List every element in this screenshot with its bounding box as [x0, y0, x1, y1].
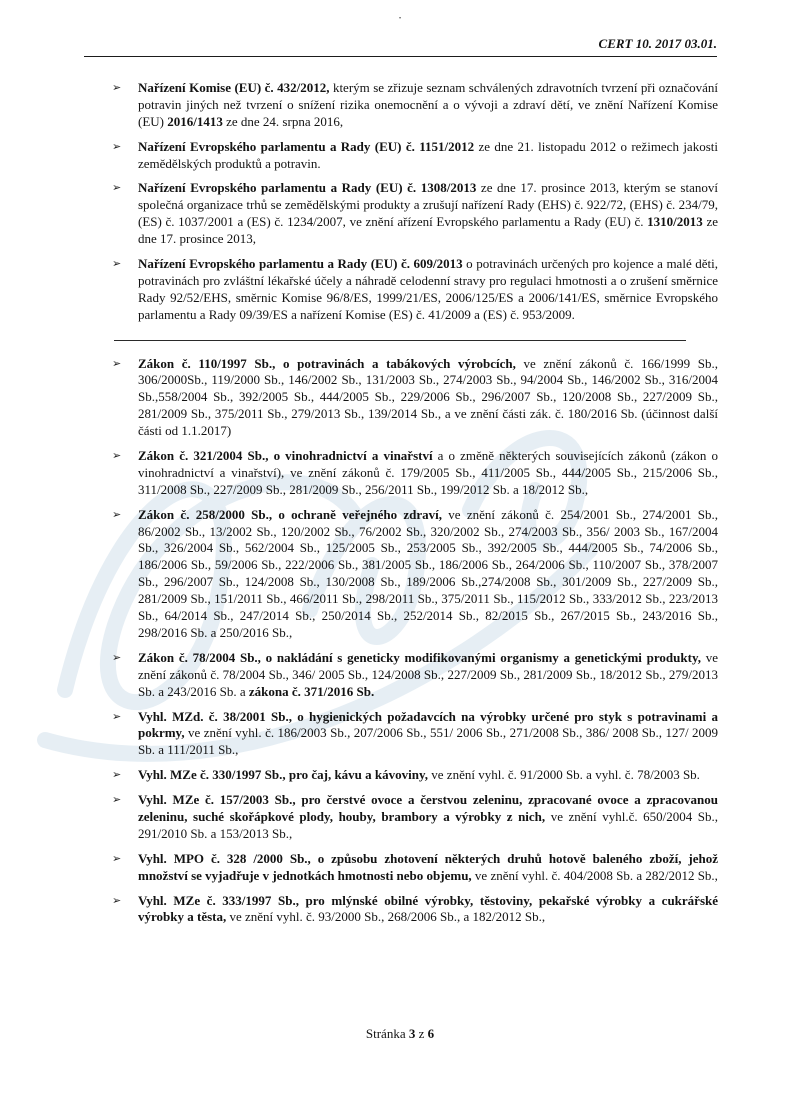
list-item — [100, 256, 718, 324]
item-text — [138, 80, 718, 129]
item-text — [138, 650, 718, 699]
text-run-bold: 2016/1413 — [167, 113, 223, 129]
text-run: ze dne 21. listopadu 2012 o režimech jakosti zemědělských produktů a potravin. — [138, 138, 718, 171]
bullet-arrow-icon: ➢ — [112, 508, 122, 521]
bullet-arrow-icon: ➢ — [112, 140, 122, 153]
text-run: ve znění vyhl. č. 93/2000 Sb., 268/2006 Sb., a 182/2012 Sb., — [226, 909, 546, 925]
bullet-arrow-icon: ➢ — [112, 794, 122, 807]
item-text — [138, 139, 718, 171]
list-item — [100, 851, 718, 885]
text-run-bold: Vyhl. MZd. č. 38/2001 Sb., o hygienických požadavcích na výrobky určené pro styk s potravinami a pokrmy, — [138, 708, 718, 741]
text-run: ze dne 17. prosince 2013, — [138, 214, 718, 247]
text-run: o potravinách určených pro kojence a malé děti, potravinách pro zvláštní lékařské účely a náhradě celodenní stravy pro regulaci hmotnosti a o zrušení směrnice Rady 92/52/EHS, směrnic Komise 96/8/ES, 1999/21/ES, 2006/125/ES a 2006/141/ES, směrnice Evropského parlamentu a Rady 09/39/ES a nařízení Komise (ES) č. 41/2009 a (ES) č. 953/2009. — [138, 256, 718, 322]
bullet-arrow-icon: ➢ — [112, 852, 122, 865]
text-run-bold: Vyhl. MZe č. 330/1997 Sb., pro čaj, kávu a kávoviny, — [138, 767, 429, 783]
text-run-bold: Nařízení Komise (EU) č. 432/2012, — [138, 80, 330, 95]
text-run: ve znění zákonů č. 254/2001 Sb., 274/2001 Sb., 86/2002 Sb., 13/2002 Sb., 120/2002 Sb., 76/2002 Sb., 320/2002 Sb., 274/2003 Sb., 356/ 2003 Sb., 167/2004 Sb., 326/2004 Sb., 562/2004 Sb., 125/2005 Sb., 253/2005 Sb., 392/2005 Sb., 444/2005 Sb., 74/2006 Sb., 186/2006 Sb., 59/2006 Sb., 222/2006 Sb., 381/2005 Sb., 186/2006 Sb., 264/2006 Sb., 110/2007 Sb., 378/2007 Sb., 296/2007 Sb., 124/2008 Sb., 130/2008 Sb., 189/2006 Sb.,274/2008 Sb., 301/2009 Sb., 227/2009 Sb., 281/2009 Sb., 151/2011 Sb., 466/2011 Sb., 298/2011 Sb., 375/2011 Sb., 115/2012 Sb., 333/2012 Sb., 223/2013 Sb., 64/2014 Sb., 247/2014 Sb., 250/2014 Sb., 252/2014 Sb., 82/2015 Sb., 267/2015 Sb., 243/2016 Sb., 298/2016 Sb. a 250/2016 Sb., — [138, 506, 718, 640]
regulation-list-national — [100, 356, 718, 927]
text-run: ve znění zákonů č. 166/1999 Sb., 306/2000Sb., 119/2000 Sb., 146/2002 Sb., 131/2003 Sb., 274/2003 Sb., 94/2004 Sb., 146/2002 Sb., 316/2004 Sb.,558/2004 Sb., 392/2005 Sb., 444/2005 Sb., 229/2006 Sb., 296/2007 Sb., 120/2008 Sb., 227/2009 Sb., 281/2009 Sb., 375/2011 Sb., 279/2013 Sb., 139/2014 Sb., a ve znění části zák. č. 180/2016 Sb. (účinnost další části od 1.1.2017) — [138, 355, 718, 439]
text-run-bold: 1310/2013 — [647, 214, 703, 230]
bullet-arrow-icon: ➢ — [112, 258, 122, 271]
document-body — [100, 80, 718, 934]
item-text — [138, 448, 718, 497]
text-run: ve znění vyhl. č. 186/2003 Sb., 207/2006 Sb., 551/ 2006 Sb., 271/2008 Sb., 386/ 2008 Sb., 127/ 2009 Sb. a 111/2011 Sb., — [138, 725, 718, 758]
text-run-bold: Nařízení Evropského parlamentu a Rady (EU) č. 1151/2012 — [138, 138, 475, 154]
text-run: a o změně některých souvisejících zákonů (zákon o vinohradnictví a vinařství), ve znění zákonů č. 179/2005 Sb., 411/2005 Sb., 444/2005 Sb., 215/2006 Sb., 311/2008 Sb., 227/2009 Sb., 281/2009 Sb., 256/2011 Sb., 199/2012 Sb. a 18/2012 Sb., — [138, 448, 718, 497]
text-run: ze dne 17. prosince 2013, kterým se stanoví společná organizace trhů se zemědělskými produkty a zrušují nařízení Rady (EHS) č. 922/72, (EHS) č. 234/79, (ES) č. 1037/2001 a (ES) č. 1234/2007, ve znění ařízení Evropského parlamentu a Rady (EU) č. — [138, 180, 718, 230]
text-run: ze dne 24. srpna 2016, — [222, 113, 344, 129]
text-run-bold: Nařízení Evropského parlamentu a Rady (EU) č. 1308/2013 — [138, 180, 477, 196]
text-run: ve znění zákonů č. 78/2004 Sb., 346/ 2005 Sb., 124/2008 Sb., 227/2009 Sb., 281/2009 Sb., 18/2012 Sb., 279/2013 Sb. a 243/2016 Sb. a — [138, 649, 718, 699]
item-text — [138, 767, 700, 782]
text-run-bold: Zákon č. 110/1997 Sb., o potravinách a tabákových výrobcích, — [138, 355, 516, 371]
list-item — [100, 356, 718, 440]
page-footer — [0, 1026, 800, 1042]
bullet-arrow-icon: ➢ — [112, 182, 122, 195]
text-run-bold: Vyhl. MZe č. 157/2003 Sb., pro čerstvé ovoce a čerstvou zeleninu, zpracované ovoce a zpracovanou zeleninu, suché skořápkové plody, houby, brambory a výrobky z nich, — [138, 792, 718, 824]
text-run-bold: Vyhl. MZe č. 333/1997 Sb., pro mlýnské obilné výrobky, těstoviny, pekařské výrobky a cukrářské výrobky a těsta, — [138, 892, 718, 925]
header-text: CERT 10. 2017 03.01. — [598, 36, 717, 51]
text-run-bold: Zákon č. 321/2004 Sb., o vinohradnictví a vinařství — [138, 448, 433, 464]
text-run-bold: Zákon č. 78/2004 Sb., o nakládání s geneticky modifikovanými organismy a genetickými produkty, — [138, 649, 701, 665]
bullet-arrow-icon: ➢ — [112, 651, 122, 664]
list-item — [100, 767, 718, 784]
text-run-bold: Zákon č. 258/2000 Sb., o ochraně veřejného zdraví, — [138, 506, 443, 522]
list-item — [100, 80, 718, 131]
list-item — [100, 893, 718, 927]
text-run-bold: 3 — [408, 1026, 416, 1041]
item-text — [138, 507, 718, 640]
text-run-bold: 6 — [427, 1026, 435, 1041]
bullet-arrow-icon: ➢ — [112, 450, 122, 463]
text-run: kterým se zřizuje seznam schválených zdravotních tvrzení při označování potravin jiných než tvrzení o snížení rizika onemocnění a o vývoji a zdraví dětí, ve znění Nařízení Komise (EU) — [138, 80, 718, 129]
item-text — [138, 256, 718, 322]
list-item — [100, 507, 718, 642]
section-divider — [114, 340, 686, 341]
item-text — [138, 851, 718, 883]
text-run-bold: zákona č. 371/2016 Sb. — [248, 683, 375, 699]
text-run: ve znění vyhl. č. 91/2000 Sb. a vyhl. č. 78/2003 Sb. — [428, 767, 700, 783]
list-item — [100, 448, 718, 499]
item-text — [138, 893, 718, 925]
bullet-arrow-icon: ➢ — [112, 357, 122, 370]
bullet-arrow-icon: ➢ — [112, 82, 122, 94]
list-item — [100, 792, 718, 843]
text-run: Stránka — [365, 1026, 409, 1041]
bullet-arrow-icon: ➢ — [112, 769, 122, 782]
item-text — [138, 709, 718, 758]
text-run: ve znění vyhl. č. 404/2008 Sb. a 282/2012 Sb., — [471, 867, 718, 883]
item-text — [138, 180, 718, 246]
item-text — [138, 356, 718, 439]
list-item — [100, 139, 718, 173]
regulation-list-eu — [100, 80, 718, 324]
list-item — [100, 650, 718, 701]
list-item — [100, 180, 718, 248]
text-run: z — [415, 1026, 428, 1041]
text-run-bold: Vyhl. MPO č. 328 /2000 Sb., o způsobu zhotovení některých druhů hotově baleného zboží, jehož množství se vyjadřuje v jednotkách hmotnosti nebo objemu, — [138, 850, 718, 883]
page-header — [84, 36, 717, 57]
page-number — [366, 1026, 434, 1041]
top-center-mark: · — [397, 10, 403, 25]
item-text — [138, 792, 718, 841]
list-item — [100, 709, 718, 760]
text-run-bold: Nařízení Evropského parlamentu a Rady (EU) č. 609/2013 — [138, 256, 463, 272]
text-run: ve znění vyhl.č. 650/2004 Sb., 291/2010 Sb. a 153/2013 Sb., — [138, 808, 718, 841]
bullet-arrow-icon: ➢ — [112, 894, 122, 907]
bullet-arrow-icon: ➢ — [112, 710, 122, 723]
